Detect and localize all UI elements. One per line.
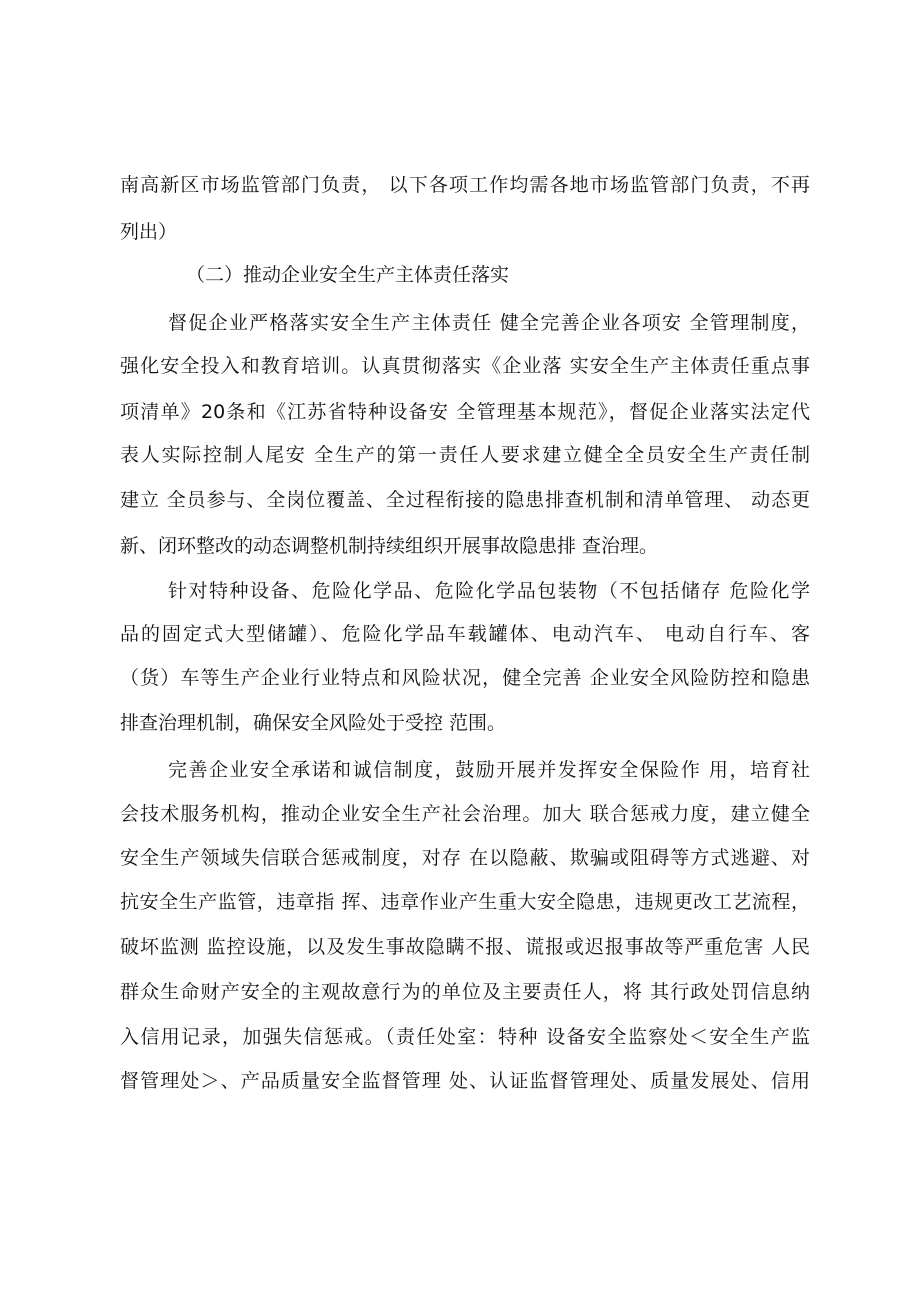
text-line: 项清单》20条和《江苏省特种设备安 全管理基本规范》，督促企业落实法定代: [120, 401, 810, 423]
text-line: 督管理处＞、产品质量安全监督管理 处、认证监督管理处、质量发展处、信用: [120, 1070, 810, 1092]
text-line: 强化安全投入和教育培训。认真贯彻落实《企业落 实安全生产主体责任重点事: [120, 355, 810, 377]
text-line: 破坏监测 监控设施，以及发生事故隐瞒不报、谎报或迟报事故等严重危害 人民: [120, 936, 810, 958]
text-line: （货）车等生产企业行业特点和风险状况，健全完善 企业安全风险防控和隐患: [120, 667, 810, 689]
text-line: 入信用记录，加强失信惩戒。（责任处室：特种 设备安全监察处＜安全生产监: [120, 1026, 810, 1048]
text-line: 表人实际控制人尾安 全生产的第一责任人要求建立健全全员安全生产责任制: [120, 444, 810, 466]
text-line: 会技术服务机构，推动企业安全生产社会治理。加大 联合惩戒力度，建立健全: [120, 803, 810, 825]
text-line: 督促企业严格落实安全生产主体责任 健全完善企业各项安 全管理制度，: [168, 312, 810, 334]
text-line: 列出）: [120, 221, 178, 243]
text-line: 品的固定式大型储罐）、危险化学品车载罐体、电动汽车、 电动自行车、客: [120, 623, 810, 645]
text-line: 完善企业安全承诺和诚信制度，鼓励开展并发挥安全保险作 用，培育社: [168, 759, 810, 781]
section-heading: （二）推动企业安全生产主体责任落实: [186, 264, 510, 286]
text-line: 建立 全员参与、全岗位覆盖、全过程衔接的隐患排查机制和清单管理、 动态更: [120, 489, 810, 511]
text-line: 群众生命财产安全的主观故意行为的单位及主要责任人，将 其行政处罚信息纳: [120, 981, 810, 1003]
text-line: 抗安全生产监管，违章指 挥、违章作业产生重大安全隐患，违规更改工艺流程，: [120, 891, 810, 913]
text-line: 南高新区市场监管部门负责， 以下各项工作均需各地市场监管部门负责，不再: [120, 174, 810, 196]
text-line: 安全生产领域失信联合惩戒制度，对存 在以隐蔽、欺骗或阻碍等方式逃避、对: [120, 847, 810, 869]
text-line: 新、闭环整改的动态调整机制持续组织开展事故隐患排 查治理。: [120, 535, 659, 557]
text-line: 排查治理机制，确保安全风险处于受控 范围。: [120, 712, 507, 734]
text-line: 针对特种设备、危险化学品、危险化学品包装物（不包括储存 危险化学: [168, 580, 810, 602]
